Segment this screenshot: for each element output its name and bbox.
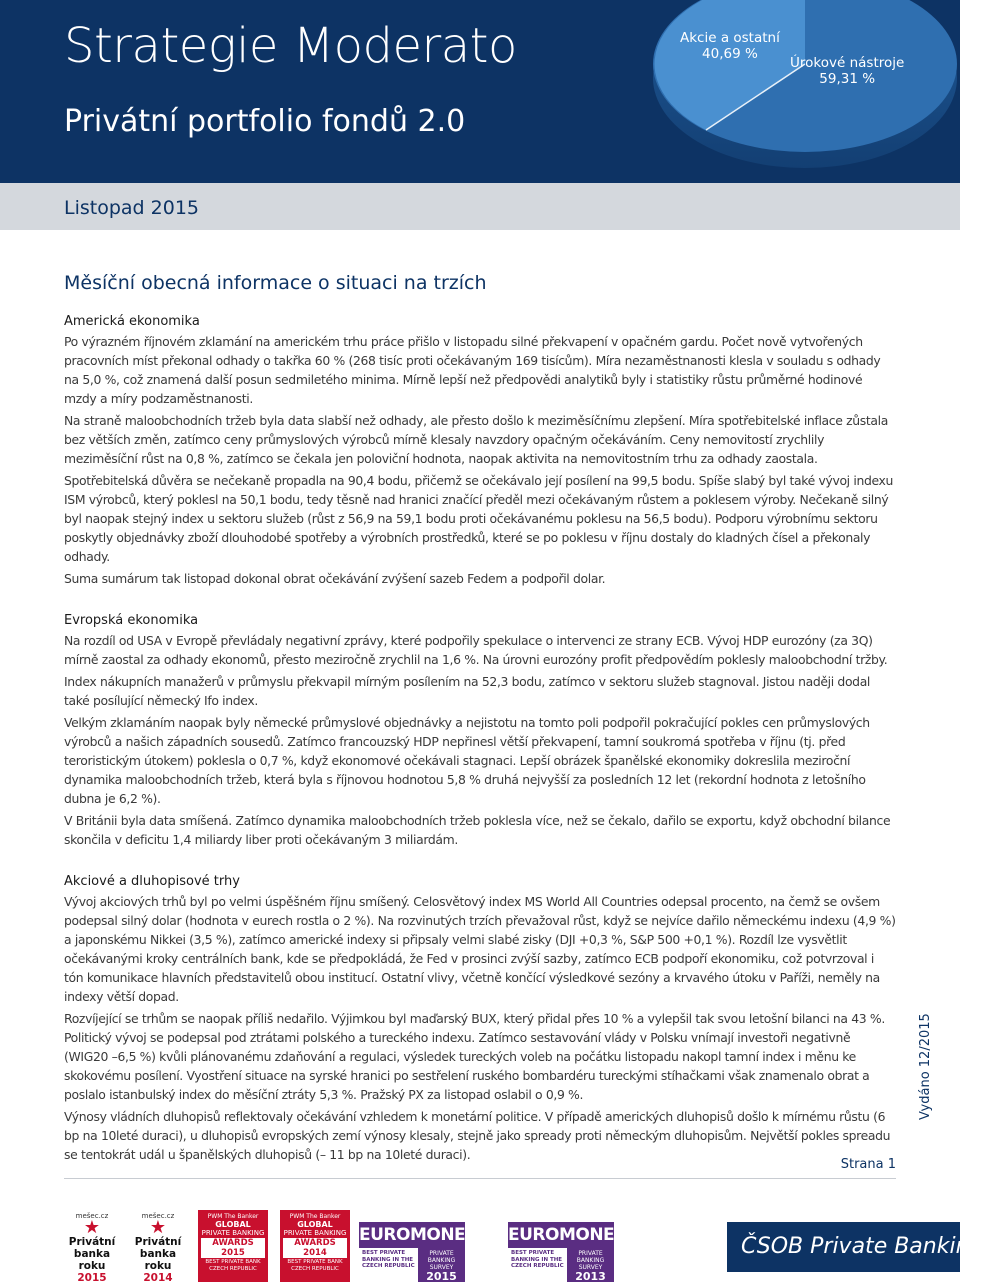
badge-line1: Privátní (68, 1236, 116, 1248)
pie-label-urokove-name: Úrokové nástroje (790, 55, 905, 71)
paragraph: Index nákupních manažerů v průmyslu překvapil mírným posílením na 52,3 bodu, zatímco v sektoru služeb stagnoval. Jistou naději dodal také posílující německý Ifo index. (64, 674, 871, 708)
footer-divider (64, 1178, 896, 1179)
section-title: Americká ekonomika (64, 314, 200, 329)
pie-label-akcie (680, 30, 780, 62)
award-badge-thebanker-2014 (280, 1210, 350, 1282)
badge-line3: PRIVATE BANKING (201, 1229, 265, 1237)
pie-label-urokove (790, 55, 904, 87)
paragraph: Na straně maloobchodních tržeb byla data slabší než odhady, ale přesto došlo k meziměsíčnímu zlepšení. Míra spotřebitelské inflace zůstala bez větších změn, zatímco ceny průmyslových výrobců mírně klesaly navzdory opačným očekáváním. Ceny nemovitostí zrychlily meziměsíční růst na 0,8 %, zatímco se čekala jen poloviční hodnota, naopak aktivita na nemovitostním trhu za odhady zaostala. (64, 413, 888, 466)
badge-line5: BEST PRIVATE BANK CZECH REPUBLIC (205, 1259, 261, 1272)
paragraph: Vývoj akciových trhů byl po velmi úspěšném říjnu smíšený. Celosvětový index MS World All Countries odepsal procento, na čemž se ovšem podepsal silný dolar (hodnota v eurech rostla o 2 %). Na rozvinutých trzích převažoval růst, když se nejvíce dařilo německému indexu (4,9 %) a japonskému Nikkei (3,5 %), zatímco americké indexy si připsaly velmi slabé zisky (DJI +0,3 %, S&P 500 +0,1 %). Rozdíl lze vysvětlit očekávanými kroky centrálních bank, kde se předpokládá, že Fed v prosinci zvýší sazby, zatímco ECB podpoří ekonomiku, což potvrzoval i tón komunikace hlavních představitelů obou institucí. Ostatní vlivy, včetně končící výsledkové sezóny a krvavého útoku v Paříži, neměly na indexy větší dopad. (64, 894, 896, 1004)
badge-line4: AWARDS 2014 (283, 1238, 347, 1258)
paragraph: V Británii byla data smíšená. Zatímco dynamika maloobchodních tržeb poklesla více, než se čekalo, dařilo se exportu, když obchodní bilance skončila v deficitu 1,4 miliardy liber proti očekávaným 3 miliardám. (64, 813, 891, 847)
award-badge-mesec-2015 (62, 1212, 122, 1282)
badge-line2: GLOBAL (215, 1220, 251, 1229)
award-badge-euromoney-2013 (508, 1222, 626, 1283)
pie-label-urokove-value: 59,31 % (819, 71, 876, 87)
page-subtitle: Privátní portfolio fondů 2.0 (64, 104, 466, 139)
badge-line1: Privátní (134, 1236, 182, 1248)
paragraph: Spotřebitelská důvěra se nečekaně propadla na 90,4 bodu, přičemž se očekávalo její posílení na 99,5 bodu. Spíše slabý byl také vývoj indexu ISM výrobců, který poklesl na 50,1 bodu, tedy těsně nad hranici značící předěl mezi očekávaným růstem a poklesem výroby. Nečekaně silný byl naopak stejný index u sektoru služeb (růst z 56,9 na 59,1 bodu proti očekávanému poklesu na 56,5 bodu). Podporu výrobnímu sektoru poskytly objednávky zboží dlouhodobé spotřeby a výrobních prostředků, které se po poklesu v říjnu dostaly do kladných čísel a překonaly odhady. (64, 473, 894, 564)
badge-line2: banka roku (139, 1248, 177, 1272)
pie-svg (650, 0, 960, 183)
badge-brand: mešec.cz (75, 1212, 109, 1220)
badge-right (418, 1248, 465, 1282)
paragraph: Na rozdíl od USA v Evropě převládaly negativní zprávy, které podpořily spekulace o intervenci ze strany ECB. Vývoj HDP eurozóny (za 3Q) mírně zaostal za odhady ekonomů, přesto meziročně zrychlil na 1,6 %. Na úrovni eurozóny profit předpovědím poklesly maloobchodní tržby. (64, 633, 888, 667)
allocation-pie-chart (650, 0, 960, 183)
award-badge-mesec-2014 (128, 1212, 188, 1282)
badge-right (567, 1248, 614, 1282)
badge-name: EUROMONEY (359, 1222, 465, 1248)
badge-year: 2015 (426, 1270, 457, 1283)
csob-private-banking-logo: ČSOB Private Banking (727, 1222, 960, 1272)
badge-year: 2015 (77, 1272, 107, 1284)
report-month: Listopad 2015 (64, 197, 199, 219)
badge-survey: PRIVATE BANKING SURVEY (576, 1250, 605, 1271)
badge-left: BEST PRIVATE BANKING IN THE CZECH REPUBLIC (362, 1250, 415, 1269)
badge-brand: mešec.cz (141, 1212, 175, 1220)
badge-line5: BEST PRIVATE BANK CZECH REPUBLIC (287, 1259, 343, 1272)
paragraph: Velkým zklamáním naopak byly německé průmyslové objednávky a nejistotu na tomto poli podpořil pokračující pokles cen průmyslových výrobců a našich západních sousedů. Zatímco francouzský HDP nepřinesl větší překvapení, tamní soukromá spotřeba v říjnu (tj. před teroristickým útokem) poklesla o 0,7 %, když ekonomové očekávali stagnaci. Lepší obrázek španělské ekonomiky dokreslila meziroční dynamika maloobchodních tržeb, která byla s říjnovou hodnotou 5,8 % druhá nejvyšší za posledních 12 let (rekordní hodnota z letošního dubna je 6,2 %). (64, 715, 870, 806)
badge-line1: PWM The Banker (207, 1213, 259, 1220)
section-akciove-a-dluhopisove-trhy (64, 874, 896, 1164)
badge-line3: PRIVATE BANKING (283, 1229, 347, 1237)
section-title: Evropská ekonomika (64, 613, 199, 628)
paragraph: Výnosy vládních dluhopisů reflektovaly očekávání vzhledem k monetární politice. V případě amerických dluhopisů došlo k mírnému růstu (6 bp na 10leté duraci), u dluhopisů evropských zemí výnosy klesaly, stejně jako spready proti německým dluhopisům. Největší pokles spreadu se tentokrát udál u španělských dluhopisů (– 11 bp na 10leté duraci). (64, 1109, 891, 1162)
pie-label-akcie-name: Akcie a ostatní (680, 30, 780, 46)
badge-line2: GLOBAL (297, 1220, 333, 1229)
paragraph: Po výrazném říjnovém zklamání na americkém trhu práce přišlo v listopadu silné překvapení v opačném gardu. Počet nově vytvořených pracovních míst překonal odhady o takřka 60 % (268 tisíc proti očekávaným 169 tisícům). Míra nezaměstnanosti klesla v souladu s odhady na 5,0 %, což znamená další posun sedmiletého minima. Mírně lepší než předpovědi analytiků byly i statistiky růstu průměrné hodinové mzdy a míry podzaměstnanosti. (64, 334, 881, 406)
badge-survey: PRIVATE BANKING SURVEY (427, 1250, 456, 1271)
paragraph: Suma sumárum tak listopad dokonal obrat očekávání zvýšení sazeb Fedem a podpořil dolar. (64, 571, 606, 586)
badge-line4: AWARDS 2015 (201, 1238, 265, 1258)
medal-icon: ★ (83, 1217, 101, 1238)
page-number: Strana 1 (840, 1157, 896, 1172)
section-evropska-ekonomika (64, 613, 896, 849)
issued-date: Vydáno 12/2015 (918, 1013, 933, 1120)
badge-year: 2014 (143, 1272, 173, 1284)
badge-name: EUROMONEY (508, 1222, 614, 1248)
badge-line2: banka roku (73, 1248, 111, 1272)
badge-line1: PWM The Banker (289, 1213, 341, 1220)
badge-year: 2013 (575, 1270, 606, 1283)
award-badge-thebanker-2015 (198, 1210, 268, 1282)
pie-label-akcie-value: 40,69 % (702, 46, 758, 62)
section-americka-ekonomika (64, 314, 896, 588)
main-content (64, 272, 896, 1167)
badge-left: BEST PRIVATE BANKING IN THE CZECH REPUBLIC (511, 1250, 564, 1269)
award-badge-euromoney-2015 (359, 1222, 477, 1283)
main-heading: Měsíční obecná informace o situaci na trzích (64, 272, 487, 294)
section-title: Akciové a dluhopisové trhy (64, 874, 240, 889)
medal-icon: ★ (149, 1217, 167, 1238)
page-title: Strategie Moderato (64, 18, 517, 74)
paragraph: Rozvíjející se trhům se naopak příliš nedařilo. Výjimkou byl maďarský BUX, který přidal přes 10 % a vylepšil tak svou letošní bilanci na 43 %. Politický vývoj se podepsal pod ztrátami polského a tureckého indexu. Zatímco sestavování vlády v Polsku vnímají investoři negativně (WIG20 –6,5 %) kvůli plánovanému zdaňování a regulaci, výsledek tureckých voleb na počátku listopadu nakopl tamní index i měnu ke skokovému posílení. Vyostření situace na syrské hranici po sestřelení ruského bombardéru tureckými stíhačkami však znamenalo obrat a poslalo istanbulský index do měsíční ztráty 5,3 %. Pražský PX za listopad oslabil o 0,9 %. (64, 1011, 885, 1102)
